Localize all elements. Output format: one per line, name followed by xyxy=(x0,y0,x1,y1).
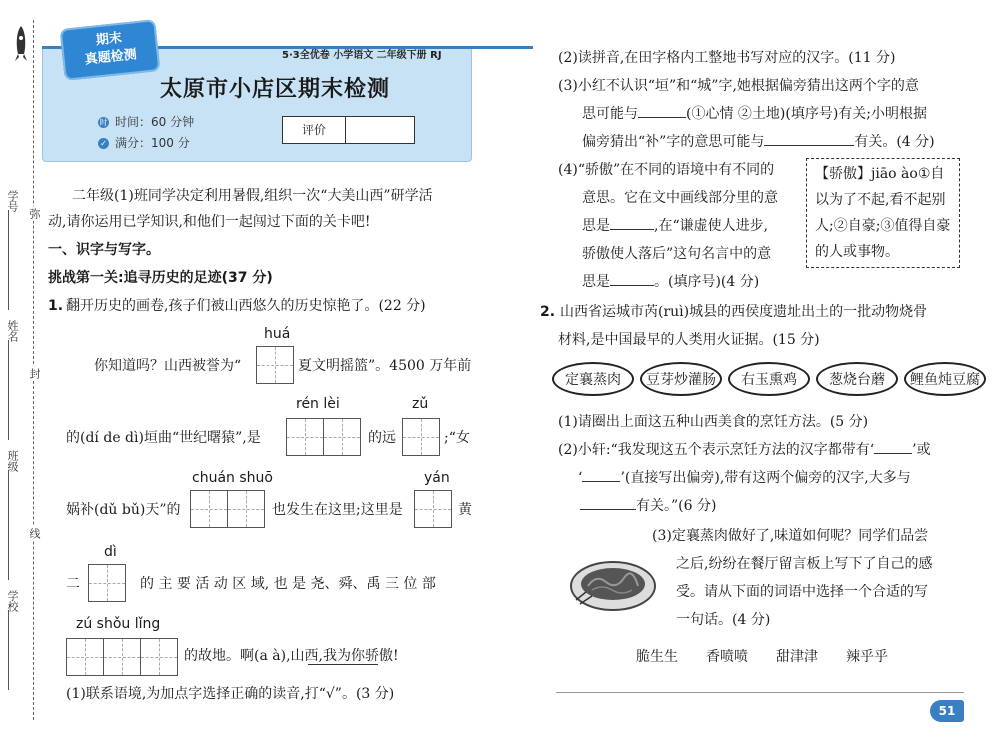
grid-cell-zu[interactable] xyxy=(402,418,440,456)
rocket-icon xyxy=(14,24,28,64)
student-id-line xyxy=(8,210,9,310)
sub-question-4-text-b: ,在“谦虚使人进步, xyxy=(654,218,769,234)
blank-related[interactable] xyxy=(580,509,636,510)
word-choice[interactable]: 甜津津 xyxy=(776,649,818,665)
food-item[interactable]: 葱烧台蘑 xyxy=(816,362,898,396)
class-label: 班级 xyxy=(6,450,19,472)
definition-box: 【骄傲】jiāo ào①自以为了不起,看不起别人;②自豪;③值得自豪的人或事物。 xyxy=(806,158,960,268)
sub-question-3-text-b: (①心情 ②土地)(填序号)有关;小明根据 xyxy=(686,106,928,122)
grid-cell-ren[interactable] xyxy=(286,418,324,456)
blank-radical-2[interactable] xyxy=(582,481,620,482)
sub-question-4-line-1: (4)“骄傲”在不同的语境中有不同的 xyxy=(558,162,775,178)
food-item[interactable]: 鲤鱼炖豆腐 xyxy=(904,362,986,396)
section-heading: 一、识字与写字。 xyxy=(48,242,160,258)
word-choices xyxy=(636,646,888,666)
pinyin-hua: huá xyxy=(264,326,291,342)
question-2-line-2: 材料,是中国最早的人类用火证据。(15 分) xyxy=(558,332,820,348)
sub-question-4-line-2: 意思。它在文中画线部分里的意 xyxy=(582,190,778,206)
sub-question-3-text-c: 偏旁猜出“补”字的意思可能与 xyxy=(582,134,765,150)
question-2-number: 2. xyxy=(540,304,556,320)
food-item[interactable]: 豆芽炒灌肠 xyxy=(640,362,722,396)
sub-question-2: (2)读拼音,在田字格内工整地书写对应的汉字。(11 分) xyxy=(558,50,896,66)
blank-4a[interactable] xyxy=(610,229,654,230)
school-line xyxy=(8,610,9,690)
question-2-sub-2-text-c: ‘ xyxy=(578,470,583,486)
blank-3b[interactable] xyxy=(764,145,854,146)
passage-line-4b: 的 主 要 活 动 区 域, 也 是 尧、舜、禹 三 位 部 xyxy=(140,576,436,592)
question-2-sub-3-line-1: (3)定襄蒸肉做好了,味道如何呢？同学们品尝 xyxy=(652,528,929,544)
question-2-sub-2-line-1 xyxy=(558,440,931,460)
intro-line-1: 二年级(1)班同学决定利用暑假,组织一次“大美山西”研学活 xyxy=(72,188,433,204)
grid-cell-zu2[interactable] xyxy=(66,638,104,676)
sub-question-3-text-d: 有关。(4 分) xyxy=(854,134,935,150)
question-2-line-1: 山西省运城市芮(ruì)城县的西侯度遗址出土的一批动物烧骨 xyxy=(560,304,928,320)
question-1-text: 翻开历史的画卷,孩子们被山西悠久的历史惊艳了。(22 分) xyxy=(66,298,426,314)
class-line xyxy=(8,470,9,580)
question-2-sub-2-text-b: ’或 xyxy=(912,442,931,458)
sub-question-4-line-3 xyxy=(582,216,768,236)
word-choice[interactable]: 香喷喷 xyxy=(706,649,748,665)
word-choice[interactable]: 辣乎乎 xyxy=(846,649,888,665)
pinyin-zu: zǔ xyxy=(412,396,429,412)
grid-cell-shou[interactable] xyxy=(103,638,141,676)
sub-question-3-line-2 xyxy=(582,104,927,124)
question-2-sub-2-text-e: 有关。”(6 分) xyxy=(636,498,717,514)
clock-icon: 时 xyxy=(99,118,108,127)
sub-question-3-line-1: (3)小红不认识“垣”和“城”字,她根据偏旁猜出这两个字的意 xyxy=(558,78,919,94)
grid-cell-di[interactable] xyxy=(88,564,126,602)
exam-badge xyxy=(60,19,161,81)
student-id-label: 学号 xyxy=(6,190,19,212)
passage-line-2b: 的远 xyxy=(368,430,396,446)
pinyin-di: dì xyxy=(104,544,117,560)
underline-shanxi xyxy=(308,664,378,665)
grid-cell-ling[interactable] xyxy=(140,638,178,676)
school-label: 学校 xyxy=(6,590,19,612)
question-1-number: 1. xyxy=(48,298,64,314)
intro-line-2: 动,请你运用已学知识,和他们一起闯过下面的关卡吧! xyxy=(48,214,371,230)
sub-question-3-line-3 xyxy=(582,132,935,152)
sub-question-4-text-a: 思是 xyxy=(582,218,610,234)
footer-divider xyxy=(556,692,964,693)
time-info xyxy=(98,113,194,130)
question-2-sub-3-line-4: 一句话。(4 分) xyxy=(676,612,771,628)
blank-3a[interactable] xyxy=(638,117,686,118)
passage-line-3c: 黄 xyxy=(458,502,472,518)
seal-label-3: 线 xyxy=(28,528,41,539)
pinyin-renlei: rén lèi xyxy=(296,396,340,412)
badge-line-2: 真题检测 xyxy=(84,47,138,68)
page-number: 51 xyxy=(930,700,964,722)
grid-cell-shuo[interactable] xyxy=(227,490,265,528)
sub-question-3-text-a: 思可能与 xyxy=(582,106,638,122)
seal-label-2: 封 xyxy=(28,368,41,379)
evaluation-field[interactable] xyxy=(346,117,414,143)
steamed-meat-dish-image xyxy=(566,556,660,614)
pinyin-yan: yán xyxy=(424,470,450,486)
time-text: 时间：60 分钟 xyxy=(115,115,195,129)
passage-line-2a: 的(dí de dì)垣曲“世纪曙猿”,是 xyxy=(66,430,261,446)
question-2-sub-2-line-2 xyxy=(578,468,911,488)
evaluation-label: 评价 xyxy=(283,117,346,143)
score-text: 满分：100 分 xyxy=(115,136,190,150)
page-title: 太原市小店区期末检测 xyxy=(160,77,391,102)
question-2-sub-2-line-3 xyxy=(580,496,716,516)
question-2-sub-1: (1)请圈出上面这五种山西美食的烹饪方法。(5 分) xyxy=(558,414,869,430)
pinyin-chuanshuo: chuán shuō xyxy=(192,470,273,486)
name-label: 姓名 xyxy=(6,320,19,342)
sub-question-4-text-c: 思是 xyxy=(582,274,610,290)
seal-label-1: 弥 xyxy=(28,208,41,219)
sub-question-4-line-4: 骄傲使人落后”这句名言中的意 xyxy=(582,246,772,262)
challenge-heading: 挑战第一关:追寻历史的足迹(37 分) xyxy=(48,270,273,286)
food-list xyxy=(552,362,986,396)
name-line xyxy=(8,340,9,440)
passage-line-3b: 也发生在这里;这里是 xyxy=(272,502,403,518)
passage-line-4a: 二 xyxy=(66,576,80,592)
series-info: 5·3全优卷 小学语文 二年级下册 RJ xyxy=(282,50,442,61)
grid-cell-chuan[interactable] xyxy=(190,490,228,528)
passage-line-3a: 娲补(dǔ bǔ)天”的 xyxy=(66,502,181,518)
passage-line-2c: ;“女 xyxy=(444,430,470,446)
badge-line-1: 期末 xyxy=(95,30,123,49)
sub-question-4-line-5 xyxy=(582,272,759,292)
question-2-sub-2-text-d: ’(直接写出偏旁),带有这两个偏旁的汉字,大多与 xyxy=(620,470,911,486)
blank-4b[interactable] xyxy=(610,285,654,286)
check-icon: ✓ xyxy=(98,138,109,149)
sub-question-1: (1)联系语境,为加点字选择正确的读音,打“√”。(3 分) xyxy=(66,686,395,702)
question-2-sub-3-line-2: 之后,纷纷在餐厅留言板上写下了自己的感 xyxy=(676,556,933,572)
grid-cell-yan[interactable] xyxy=(414,490,452,528)
passage-line-1a: 你知道吗？山西被誉为“ xyxy=(94,358,242,374)
question-2-sub-2-text-a: (2)小轩:“我发现这五个表示烹饪方法的汉字都带有‘ xyxy=(558,442,875,458)
passage-line-5: 的故地。啊(a à),山西,我为你骄傲! xyxy=(184,648,399,664)
blank-radical-1[interactable] xyxy=(874,453,912,454)
score-info xyxy=(98,134,190,151)
word-choice[interactable]: 脆生生 xyxy=(636,649,678,665)
food-item[interactable]: 定襄蒸肉 xyxy=(552,362,634,396)
grid-cell-hua[interactable] xyxy=(256,346,294,384)
question-2-sub-3-line-3: 受。请从下面的词语中选择一个合适的写 xyxy=(676,584,928,600)
grid-cell-lei[interactable] xyxy=(323,418,361,456)
food-item[interactable]: 右玉熏鸡 xyxy=(728,362,810,396)
sub-question-4-text-d: 。(填序号)(4 分) xyxy=(654,274,760,290)
evaluation-table xyxy=(282,116,415,144)
passage-line-1b: 夏文明摇篮”。4500 万年前 xyxy=(298,358,472,374)
pinyin-zushouling: zú shǒu lǐng xyxy=(76,616,161,632)
